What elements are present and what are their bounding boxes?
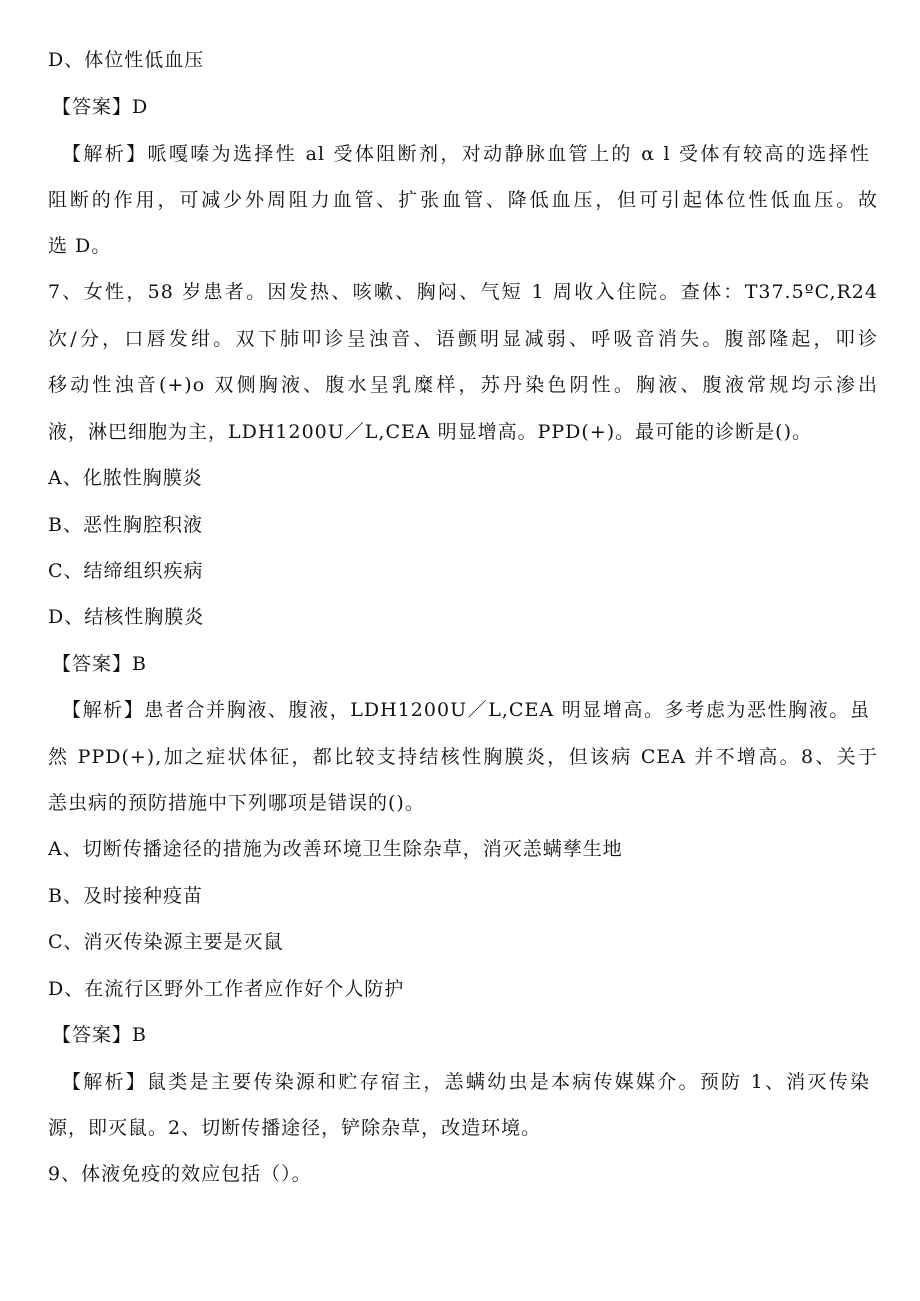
option-d-q6: D、体位性低血压 xyxy=(48,49,205,71)
option-c-q7: C、结缔组织疾病 xyxy=(48,560,204,582)
question-7-line-2: 次/分，口唇发绀。双下肺叩诊呈浊音、语颤明显减弱、呼吸音消失。腹部隆起，叩诊 xyxy=(48,328,878,350)
explanation-q6-line-2: 阻断的作用，可减少外周阻力血管、扩张血管、降低血压，但可引起体位性低血压。故 xyxy=(48,189,878,211)
question-7-line-4: 液，淋巴细胞为主，LDH1200U／L,CEA 明显增高。PPD(+)。最可能的诊断是()。 xyxy=(48,421,812,443)
explanation-q8-line-1: 【解析】鼠类是主要传染源和贮存宿主，恙螨幼虫是本病传媒媒介。预防 1、消灭传染 xyxy=(62,1071,870,1093)
option-b-q8: B、及时接种疫苗 xyxy=(48,885,203,907)
option-a-q8: A、切断传播途径的措施为改善环境卫生除杂草，消灭恙螨孳生地 xyxy=(48,838,623,860)
explanation-q6-line-1: 【解析】哌嘎嗪为选择性 al 受体阻断剂，对动静脉血管上的 α l 受体有较高的选择性 xyxy=(62,143,870,165)
option-c-q8: C、消灭传染源主要是灭鼠 xyxy=(48,931,284,953)
answer-q8: 【答案】B xyxy=(52,1024,147,1046)
question-7-line-3: 移动性浊音(+)o 双侧胸液、腹水呈乳糜样，苏丹染色阴性。胸液、腹液常规均示渗出 xyxy=(48,374,878,396)
answer-q7: 【答案】B xyxy=(52,653,147,675)
explanation-q7-line-1: 【解析】患者合并胸液、腹液，LDH1200U／L,CEA 明显增高。多考虑为恶性胸液。虽 xyxy=(62,699,870,721)
option-d-q8: D、在流行区野外工作者应作好个人防护 xyxy=(48,978,405,1000)
option-a-q7: A、化脓性胸膜炎 xyxy=(48,467,203,489)
explanation-q7-line-2: 然 PPD(+),加之症状体征，都比较支持结核性胸膜炎，但该病 CEA 并不增高。8、关于 xyxy=(48,746,878,768)
option-b-q7: B、恶性胸腔积液 xyxy=(48,514,203,536)
answer-q6: 【答案】D xyxy=(52,96,149,118)
question-9: 9、体液免疫的效应包括（）。 xyxy=(48,1163,312,1185)
option-d-q7: D、结核性胸膜炎 xyxy=(48,606,205,628)
question-7-line-1: 7、女性，58 岁患者。因发热、咳嗽、胸闷、气短 1 周收入住院。查体：T37.5ºC,R24 xyxy=(48,281,878,303)
question-8-line-1: 恙虫病的预防措施中下列哪项是错误的()。 xyxy=(48,792,425,814)
explanation-q8-line-2: 源，即灭鼠。2、切断传播途径，铲除杂草，改造环境。 xyxy=(48,1117,542,1139)
explanation-q6-line-3: 选 D。 xyxy=(48,235,112,257)
